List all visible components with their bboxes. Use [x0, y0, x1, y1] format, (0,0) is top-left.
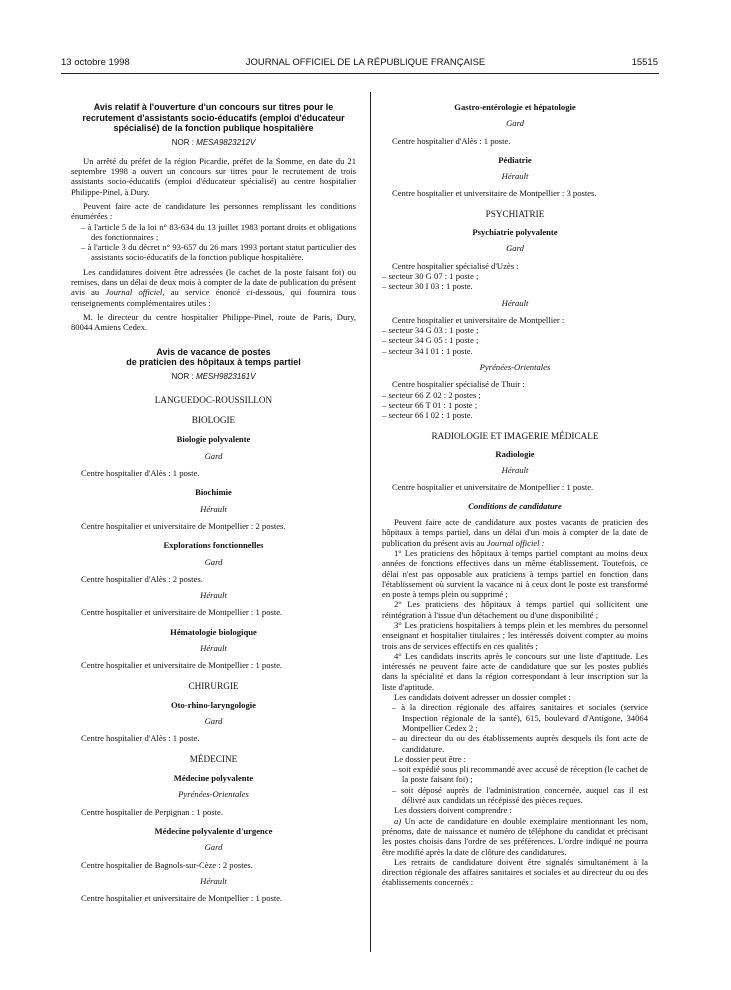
conditions-list-item: – au directeur du ou des établissements auprès desquels ils font acte de candidature.: [392, 733, 648, 754]
section-heading: CHIRURGIE: [188, 680, 239, 691]
conditions-paragraph: 1° Les praticiens des hôpitaux à temps partiel comptant au moins deux années de fonctions effectives dans un même établissement. Toutefois, ce délai n'est pas opposable aux praticiens à temps partiel en fonction dans l'établissement où survient la vacance ni à ceux dont le poste est transformé en poste à temps plein ou supprimé ;: [382, 547, 648, 600]
specialty-heading: Hématologie biologique: [170, 626, 257, 637]
department-heading: Hérault: [200, 875, 227, 886]
post-line: Centre hospitalier d'Alès : 1 poste.: [392, 135, 511, 146]
department-heading: Hérault: [200, 643, 227, 653]
department-heading: Gard: [204, 556, 223, 567]
specialty-heading: Médecine polyvalente: [173, 773, 254, 784]
post-line: Centre hospitalier d'Alès : 1 poste.: [81, 733, 200, 744]
section-heading: MÉDECINE: [189, 753, 238, 764]
avis1-nor: NOR : MESA9823212V: [171, 137, 256, 147]
specialty-heading: Pédiatrie: [498, 154, 532, 165]
post-line: Centre hospitalier et universitaire de Montpellier : 1 poste.: [81, 607, 283, 618]
conditions-list-item: – à la direction régionale des affaires sanitaires et sociales (service Inspection régionale de la santé), 615, boulevard d'Antigone, 34064 Montpellier Cedex 2 ;: [392, 702, 648, 733]
specialty-heading: Radiologie: [495, 448, 535, 459]
section-heading: PSYCHIATRIE: [485, 208, 545, 219]
left-column: [71, 102, 356, 903]
section-heading: BIOLOGIE: [191, 415, 236, 426]
post-line: Centre hospitalier d'Alès : 1 poste.: [81, 468, 200, 479]
specialty-heading: Biochimie: [195, 487, 232, 498]
sector-line: – secteur 34 I 01 : 1 poste.: [382, 345, 473, 356]
department-heading: Gard: [506, 118, 524, 129]
post-line: Centre hospitalier et universitaire de Montpellier :: [392, 314, 565, 325]
section-heading: RADIOLOGIE ET IMAGERIE MÉDICALE: [431, 430, 599, 441]
sector-line: – secteur 66 T 01 : 1 poste ;: [382, 399, 478, 410]
avis1-list-item: – à l'article 5 de la loi n° 83-634 du 13 juillet 1983 portant droits et obligations des fonctionnaires ;: [81, 221, 356, 242]
issue-date: 13 octobre 1998: [61, 57, 130, 68]
sector-line: – secteur 66 I 02 : 1 poste.: [382, 410, 473, 421]
conditions-paragraph: Les dossiers doivent comprendre :: [394, 805, 512, 816]
post-line: Centre hospitalier spécialisé de Thuir :: [392, 379, 525, 390]
post-line: Centre hospitalier et universitaire de Montpellier : 1 poste.: [392, 482, 594, 493]
conditions-paragraph: 4° Les candidats inscrits après le concours sur une liste d'aptitude. Les intéressés ne peuvent faire acte de candidature que sur les postes publiés dans la spécialité et dans la région correspondant à leur inscription sur la liste d'aptitude.: [382, 650, 648, 692]
journal-title: JOURNAL OFFICIEL DE LA RÉPUBLIQUE FRANÇAISE: [245, 57, 486, 68]
conditions-paragraph: a) Un acte de candidature en double exemplaire mentionnant les nom, prénoms, date de naissance et numéro de téléphone du candidat et précisant les postes choisis dans l'ordre de ses préférences. L'ordre indiqué ne pourra être modifié après la date de clôture des candidatures.: [382, 815, 648, 857]
right-column: [382, 102, 648, 888]
specialty-heading: Psychiatrie polyvalente: [472, 227, 558, 238]
specialty-heading: Gastro-entérologie et hépatologie: [454, 102, 576, 112]
post-line: Centre hospitalier et universitaire de Montpellier : 1 poste.: [81, 893, 283, 904]
avis1-address: M. le directeur du centre hospitalier Philippe-Pinel, route de Paris, Dury, 80044 Amiens Cedex.: [71, 311, 356, 333]
conditions-heading: Conditions de candidature: [468, 500, 562, 511]
post-line: Centre hospitalier et universitaire de Montpellier : 3 postes.: [392, 188, 597, 199]
department-heading: Hérault: [501, 171, 529, 182]
avis1-paragraph: Peuvent faire acte de candidature les personnes remplissant les conditions énumérées :: [71, 200, 356, 222]
region-heading: LANGUEDOC-ROUSSILLON: [154, 394, 273, 405]
department-heading: Gard: [204, 842, 223, 853]
sector-line: – secteur 34 G 05 : 1 poste ;: [382, 335, 479, 346]
sector-line: – secteur 30 I 03 : 1 poste.: [382, 281, 473, 292]
avis1-paragraph: Un arrêté du préfet de la région Picardie, préfet de la Somme, en date du 21 septembre 1998 a ouvert un concours sur titres pour le recrutement de trois assistants socio-éducatifs (emploi d'éducateur spécialisé) au centre hospitalier Philippe-Pinel, à Dury.: [71, 155, 356, 197]
avis2-title: Avis de vacance de postes de praticien des hôpitaux à temps partiel: [126, 346, 301, 368]
conditions-paragraph: 2° Les praticiens des hôpitaux à temps partiel qui sollicitent une réintégration à l'issue d'un détachement ou d'une disponibilité ;: [382, 599, 648, 620]
department-heading: Hérault: [501, 297, 529, 308]
sector-line: – secteur 34 G 03 : 1 poste ;: [382, 325, 479, 336]
specialty-heading: Oto-rhino-laryngologie: [171, 699, 256, 710]
conditions-list-item: – soit expédié sous pli recommandé avec accusé de réception (le cachet de la poste faisant foi) ;: [392, 764, 648, 785]
conditions-paragraph: 3° Les praticiens hospitaliers à temps plein et les membres du personnel enseignant et hospitalier titulaires ; les intéressés doivent compter au moins trois ans de services effectifs en ces qualités ;: [382, 619, 648, 651]
department-heading: Pyrénées-Orientales: [178, 789, 249, 800]
column-divider: [370, 92, 371, 952]
post-line: Centre hospitalier spécialisé d'Uzès :: [392, 260, 519, 271]
department-heading: Hérault: [501, 465, 529, 476]
conditions-paragraph: Le dossier peut être :: [394, 753, 467, 764]
conditions-paragraph: Les retraits de candidature doivent être signalés simultanément à la direction régionale des affaires sanitaires et sociales et au directeur du ou des établissements concernés :: [382, 856, 648, 888]
post-line: Centre hospitalier de Perpignan : 1 poste.: [81, 806, 224, 817]
sector-line: – secteur 66 Z 02 : 2 postes ;: [382, 389, 481, 400]
conditions-list-item: – soit déposé auprès de l'administration concernée, auquel cas il est délivré aux candidats un récépissé des pièces reçues.: [392, 784, 648, 806]
conditions-paragraph: Peuvent faire acte de candidature aux postes vacants de praticien des hôpitaux à temps partiel, dans un délai d'un mois à compter de la date de publication du présent avis au Journal officiel :: [382, 517, 648, 548]
running-header: [0, 57, 731, 71]
post-line: Centre hospitalier et universitaire de Montpellier : 2 postes.: [81, 520, 286, 531]
specialty-heading: Biologie polyvalente: [176, 434, 251, 445]
page-number: 15515: [631, 57, 658, 68]
post-line: Centre hospitalier d'Alès : 2 postes.: [81, 573, 203, 584]
sector-line: – secteur 30 G 07 : 1 poste ;: [382, 270, 479, 281]
specialty-heading: Médecine polyvalente d'urgence: [154, 825, 273, 836]
department-heading: Pyrénées-Orientales: [479, 362, 551, 373]
department-heading: Gard: [204, 450, 223, 461]
conditions-paragraph: Les candidats doivent adresser un dossier complet :: [394, 692, 571, 703]
department-heading: Gard: [204, 716, 223, 727]
avis1-title: Avis relatif à l'ouverture d'un concours sur titres pour le recrutement d'assistants socio-éducatifs (emploi d'éducateur spécialisé) de la fonction publique hospitalière: [82, 102, 345, 133]
department-heading: Hérault: [200, 503, 227, 514]
header-rule: [61, 73, 659, 74]
specialty-heading: Explorations fonctionnelles: [163, 540, 264, 551]
department-heading: Gard: [506, 243, 524, 254]
department-heading: Hérault: [200, 590, 227, 601]
avis1-paragraph: Les candidatures doivent être adressées (le cachet de la poste faisant foi) ou remises, dans un délai de deux mois à compter de la date de publication du présent avis au Journal officiel, au service énoncé ci-dessous, qui fournira tous renseignements complémentaires utiles :: [71, 266, 356, 308]
post-line: Centre hospitalier et universitaire de Montpellier : 1 poste.: [81, 660, 283, 671]
post-line: Centre hospitalier de Bagnols-sur-Cèze : 2 postes.: [81, 859, 253, 870]
avis1-list-item: – à l'article 3 du décret n° 93-657 du 26 mars 1993 portant statut particulier des assistants socio-éducatifs de la fonction publique hospitalière.: [81, 242, 356, 263]
avis2-nor: NOR : MESH9823161V: [171, 371, 256, 381]
